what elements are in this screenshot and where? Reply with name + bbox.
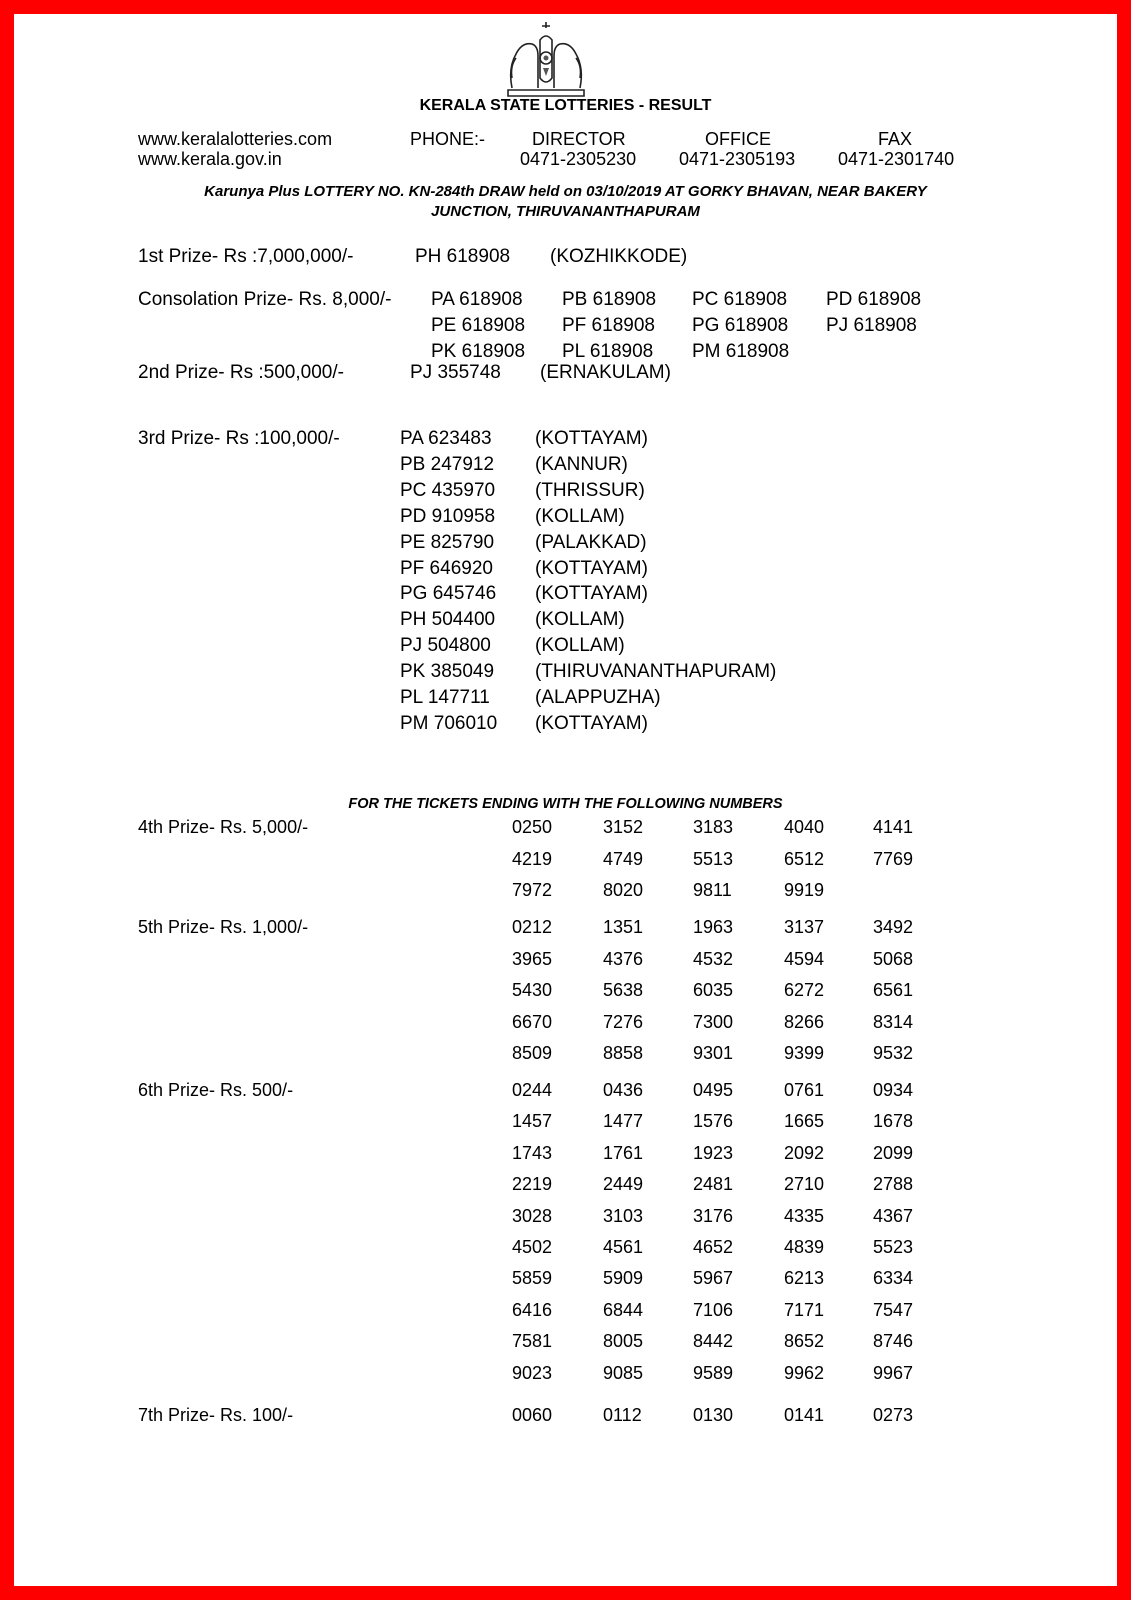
ending-number: 2449 <box>603 1174 644 1195</box>
ending-number: 6512 <box>784 848 825 869</box>
consolation-ticket: PA 618908 <box>431 289 523 310</box>
ending-number: 6670 <box>512 1011 553 1032</box>
ending-number: 4749 <box>603 848 644 869</box>
ending-number: 0130 <box>693 1405 734 1425</box>
seventh-prize-label: 7th Prize- Rs. 100/- <box>138 1405 294 1425</box>
second-prize-ticket: PJ 355748 <box>410 362 501 383</box>
ending-number: 4376 <box>603 948 644 969</box>
ending-number: 4652 <box>693 1237 734 1257</box>
ending-number: 0212 <box>512 917 553 937</box>
ending-number: 8509 <box>512 1043 553 1063</box>
third-prize-place: (KOTTAYAM) <box>535 428 648 449</box>
ending-number: 8652 <box>784 1331 825 1352</box>
ending-number: 2788 <box>873 1174 914 1195</box>
third-prize-ticket: PM 706010 <box>400 712 498 734</box>
ending-number: 1963 <box>693 917 734 937</box>
ending-number: 4561 <box>603 1237 644 1257</box>
ending-number: 0244 <box>512 1080 553 1100</box>
ending-number: 9919 <box>784 880 825 900</box>
third-prize-ticket: PB 247912 <box>400 453 495 475</box>
ending-number: 4219 <box>512 848 553 869</box>
ending-number: 4839 <box>784 1237 825 1257</box>
ending-number: 1923 <box>693 1142 734 1163</box>
fourth-prize-label: 4th Prize- Rs. 5,000/- <box>138 817 309 837</box>
ending-number: 6416 <box>512 1299 553 1320</box>
ending-number: 0934 <box>873 1080 914 1100</box>
ending-number: 3492 <box>873 917 914 937</box>
fax-label: FAX <box>878 129 913 149</box>
ending-number: 5430 <box>512 980 553 1000</box>
ending-number: 8020 <box>603 880 644 900</box>
consolation-ticket: PD 618908 <box>826 289 922 310</box>
ending-number: 4141 <box>873 817 914 837</box>
website-link-lotteries[interactable]: www.keralalotteries.com <box>138 129 333 149</box>
ending-number: 6844 <box>603 1299 644 1320</box>
consolation-ticket: PB 618908 <box>562 289 657 310</box>
ending-number: 4040 <box>784 817 825 837</box>
ending-numbers-heading: FOR THE TICKETS ENDING WITH THE FOLLOWING NUMBERS <box>348 796 783 812</box>
ending-number: 8005 <box>603 1331 644 1352</box>
ending-number: 0060 <box>512 1405 553 1425</box>
consolation-ticket: PE 618908 <box>431 315 526 336</box>
ending-number: 9811 <box>693 880 732 900</box>
director-label: DIRECTOR <box>532 129 626 149</box>
ending-number: 0761 <box>784 1080 825 1100</box>
ending-number: 6334 <box>873 1268 914 1289</box>
ending-number: 8266 <box>784 1011 825 1032</box>
ending-number: 4335 <box>784 1205 825 1226</box>
consolation-ticket: PJ 618908 <box>826 315 917 336</box>
ending-number: 8746 <box>873 1331 914 1352</box>
ending-number: 7106 <box>693 1299 734 1320</box>
ending-number: 5859 <box>512 1268 553 1289</box>
kerala-state-emblem-icon <box>504 18 588 100</box>
ending-number: 0436 <box>603 1080 644 1100</box>
consolation-ticket: PF 618908 <box>562 315 655 336</box>
consolation-ticket: PK 618908 <box>431 341 526 362</box>
third-prize-place: (KOTTAYAM) <box>535 712 648 734</box>
ending-number: 1351 <box>603 917 644 937</box>
ending-number: 2219 <box>512 1174 553 1195</box>
third-prize-ticket: PK 385049 <box>400 661 495 683</box>
ending-number: 0250 <box>512 817 553 837</box>
third-prize-ticket: PA 623483 <box>400 428 492 449</box>
ending-number: 0495 <box>693 1080 734 1100</box>
ending-number: 8314 <box>873 1011 914 1032</box>
third-prize-place: (KOLLAM) <box>535 609 625 631</box>
ending-number: 6213 <box>784 1268 825 1289</box>
ending-number: 3103 <box>603 1205 644 1226</box>
first-prize-place: (KOZHIKKODE) <box>550 246 688 267</box>
ending-number: 7769 <box>873 848 914 869</box>
third-prize-place: (KANNUR) <box>535 453 628 475</box>
ending-number: 0141 <box>784 1405 825 1425</box>
third-prize-ticket: PG 645746 <box>400 583 497 605</box>
page-title: KERALA STATE LOTTERIES - RESULT <box>419 97 712 114</box>
third-prize-place: (ALAPPUZHA) <box>535 687 661 708</box>
ending-number: 2092 <box>784 1142 825 1163</box>
office-phone: 0471-2305193 <box>679 149 796 169</box>
ending-number: 7171 <box>784 1299 825 1320</box>
third-prize-place: (KOLLAM) <box>535 635 625 657</box>
ending-number: 9301 <box>693 1043 734 1063</box>
ending-number: 7276 <box>603 1011 644 1032</box>
ending-number: 4367 <box>873 1205 914 1226</box>
third-prize-label: 3rd Prize- Rs :100,000/- <box>138 428 340 449</box>
ending-number: 2099 <box>873 1142 914 1163</box>
ending-number: 3137 <box>784 917 825 937</box>
ending-number: 6035 <box>693 980 734 1000</box>
ending-number: 0112 <box>603 1405 642 1425</box>
ending-number: 3183 <box>693 817 734 837</box>
ending-number: 9023 <box>512 1362 553 1383</box>
ending-number: 6561 <box>873 980 914 1000</box>
ending-number: 9399 <box>784 1043 825 1063</box>
ending-number: 4532 <box>693 948 734 969</box>
consolation-ticket: PG 618908 <box>692 315 789 336</box>
ending-number: 9085 <box>603 1362 644 1383</box>
ending-number: 1477 <box>603 1111 644 1132</box>
office-label: OFFICE <box>705 129 771 149</box>
ending-number: 7300 <box>693 1011 734 1032</box>
third-prize-ticket: PH 504400 <box>400 609 496 631</box>
third-prize-place: (KOTTAYAM) <box>535 557 648 579</box>
sixth-prize-label: 6th Prize- Rs. 500/- <box>138 1080 294 1100</box>
ending-number: 9967 <box>873 1362 914 1383</box>
third-prize-place: (KOLLAM) <box>535 505 625 527</box>
third-prize-ticket: PD 910958 <box>400 505 496 527</box>
ending-number: 1743 <box>512 1142 553 1163</box>
first-prize-ticket: PH 618908 <box>415 246 511 267</box>
consolation-ticket: PL 618908 <box>562 341 654 362</box>
second-prize-label: 2nd Prize- Rs :500,000/- <box>138 362 344 383</box>
ending-number: 3028 <box>512 1205 553 1226</box>
third-prize-ticket: PE 825790 <box>400 531 495 553</box>
director-phone: 0471-2305230 <box>520 149 637 169</box>
ending-number: 5638 <box>603 980 644 1000</box>
ending-number: 9962 <box>784 1362 825 1383</box>
ending-number: 0273 <box>873 1405 914 1425</box>
ending-number: 1665 <box>784 1111 825 1132</box>
first-prize-label: 1st Prize- Rs :7,000,000/- <box>138 246 354 267</box>
ending-number: 7547 <box>873 1299 914 1320</box>
consolation-ticket: PC 618908 <box>692 289 788 310</box>
fifth-prize-label: 5th Prize- Rs. 1,000/- <box>138 917 309 937</box>
ending-number: 2710 <box>784 1174 825 1195</box>
ending-number: 4594 <box>784 948 825 969</box>
third-prize-ticket: PC 435970 <box>400 479 496 501</box>
ending-number: 1761 <box>603 1142 644 1163</box>
third-prize-place: (THIRUVANANTHAPURAM) <box>535 661 777 683</box>
ending-number: 1678 <box>873 1111 914 1132</box>
second-prize-place: (ERNAKULAM) <box>540 362 671 383</box>
ending-number: 7972 <box>512 880 553 900</box>
phone-label: PHONE:- <box>410 129 486 149</box>
ending-number: 6272 <box>784 980 825 1000</box>
fax-phone: 0471-2301740 <box>838 149 955 169</box>
consolation-ticket: PM 618908 <box>692 341 790 362</box>
ending-number: 3176 <box>693 1205 734 1226</box>
ending-number: 8858 <box>603 1043 644 1063</box>
third-prize-ticket: PL 147711 <box>400 687 490 708</box>
ending-number: 1576 <box>693 1111 734 1132</box>
third-prize-place: (THRISSUR) <box>535 479 645 501</box>
ending-number: 3152 <box>603 817 644 837</box>
ending-number: 5513 <box>693 848 734 869</box>
ending-number: 4502 <box>512 1237 553 1257</box>
ending-number: 7581 <box>512 1331 553 1352</box>
ending-number: 5967 <box>693 1268 734 1289</box>
ending-number: 9589 <box>693 1362 734 1383</box>
ending-number: 8442 <box>693 1331 734 1352</box>
ending-number: 5909 <box>603 1268 644 1289</box>
ending-number: 1457 <box>512 1111 553 1132</box>
ending-number: 5068 <box>873 948 914 969</box>
ending-number: 5523 <box>873 1237 914 1257</box>
website-link-gov[interactable]: www.kerala.gov.in <box>138 149 282 169</box>
third-prize-place: (PALAKKAD) <box>535 531 647 553</box>
ending-number: 3965 <box>512 948 553 969</box>
ending-number: 2481 <box>693 1174 734 1195</box>
third-prize-place: (KOTTAYAM) <box>535 583 648 605</box>
third-prize-ticket: PF 646920 <box>400 557 493 579</box>
draw-info-line1: Karunya Plus LOTTERY NO. KN-284th DRAW held on 03/10/2019 AT GORKY BHAVAN, NEAR BAKERY <box>204 183 927 200</box>
consolation-prize-label: Consolation Prize- Rs. 8,000/- <box>138 289 392 310</box>
third-prize-ticket: PJ 504800 <box>400 635 491 657</box>
ending-number: 9532 <box>873 1043 914 1063</box>
draw-info-line2: JUNCTION, THIRUVANANTHAPURAM <box>431 203 700 220</box>
